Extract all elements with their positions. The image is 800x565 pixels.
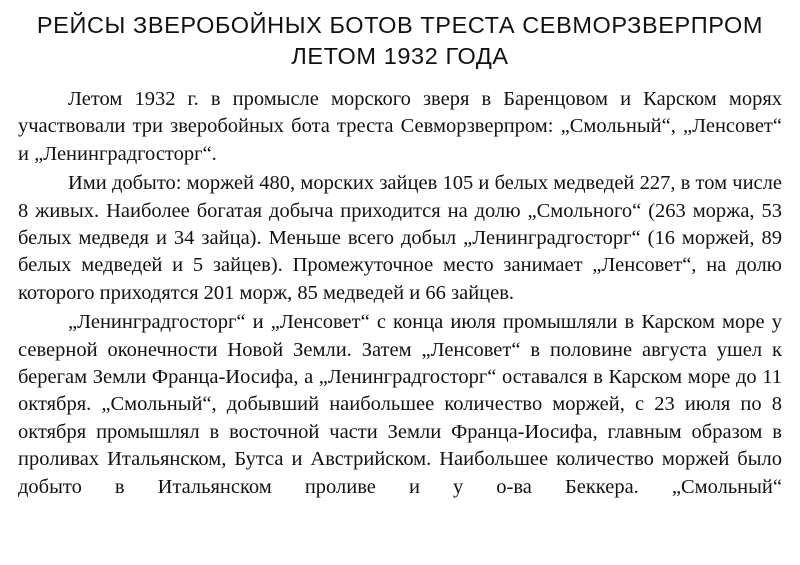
article-title-line-1: РЕЙСЫ ЗВЕРОБОЙНЫХ БОТОВ ТРЕСТА СЕВМОРЗВЕРПРОМ <box>36 12 764 38</box>
paragraph-1: Летом 1932 г. в промысле морского зверя в Баренцовом и Карском морях участвовали три зверобойных бота треста Севморзверпром: „Смольный“, „Ленсовет“ и „Ленинградгосторг“. <box>18 88 782 165</box>
article-title-line-2: ЛЕТОМ 1932 ГОДА <box>291 43 509 69</box>
paragraph-3: „Ленинградгосторг“ и „Ленсовет“ с конца июля промышляли в Карском море у северной оконечности Новой Земли. Затем „Ленсовет“ в половине августа ушел к берегам Земли Франца-Иосифа, а „Ленинградгосторг“ оставался в Карском море до 11 октября. „Смольный“, добывший наибольшее количество моржей, с 23 июля по 8 октября промышлял в восточной части Земли Франца-Иосифа, главным образом в проливах Итальянском, Бутса и Австрийском. Наибольшее количество моржей было добыто в Итальянском проливе и у о-ва Беккера. „Смольный“ <box>18 311 782 498</box>
article-title <box>18 10 782 72</box>
article-body <box>18 86 782 501</box>
paragraph-2: Ими добыто: моржей 480, морских зайцев 105 и белых медведей 227, в том числе 8 живых. Наиболее богатая добыча приходится на долю „Смольного“ (263 моржа, 53 белых медведя и 34 зайца). Меньше всего добыл „Ленинградгосторг“ (16 моржей, 89 белых медведей и 5 зайцев). Промежуточное место занимает „Ленсовет“, на долю которого приходятся 201 морж, 85 медведей и 66 зайцев. <box>18 172 782 304</box>
